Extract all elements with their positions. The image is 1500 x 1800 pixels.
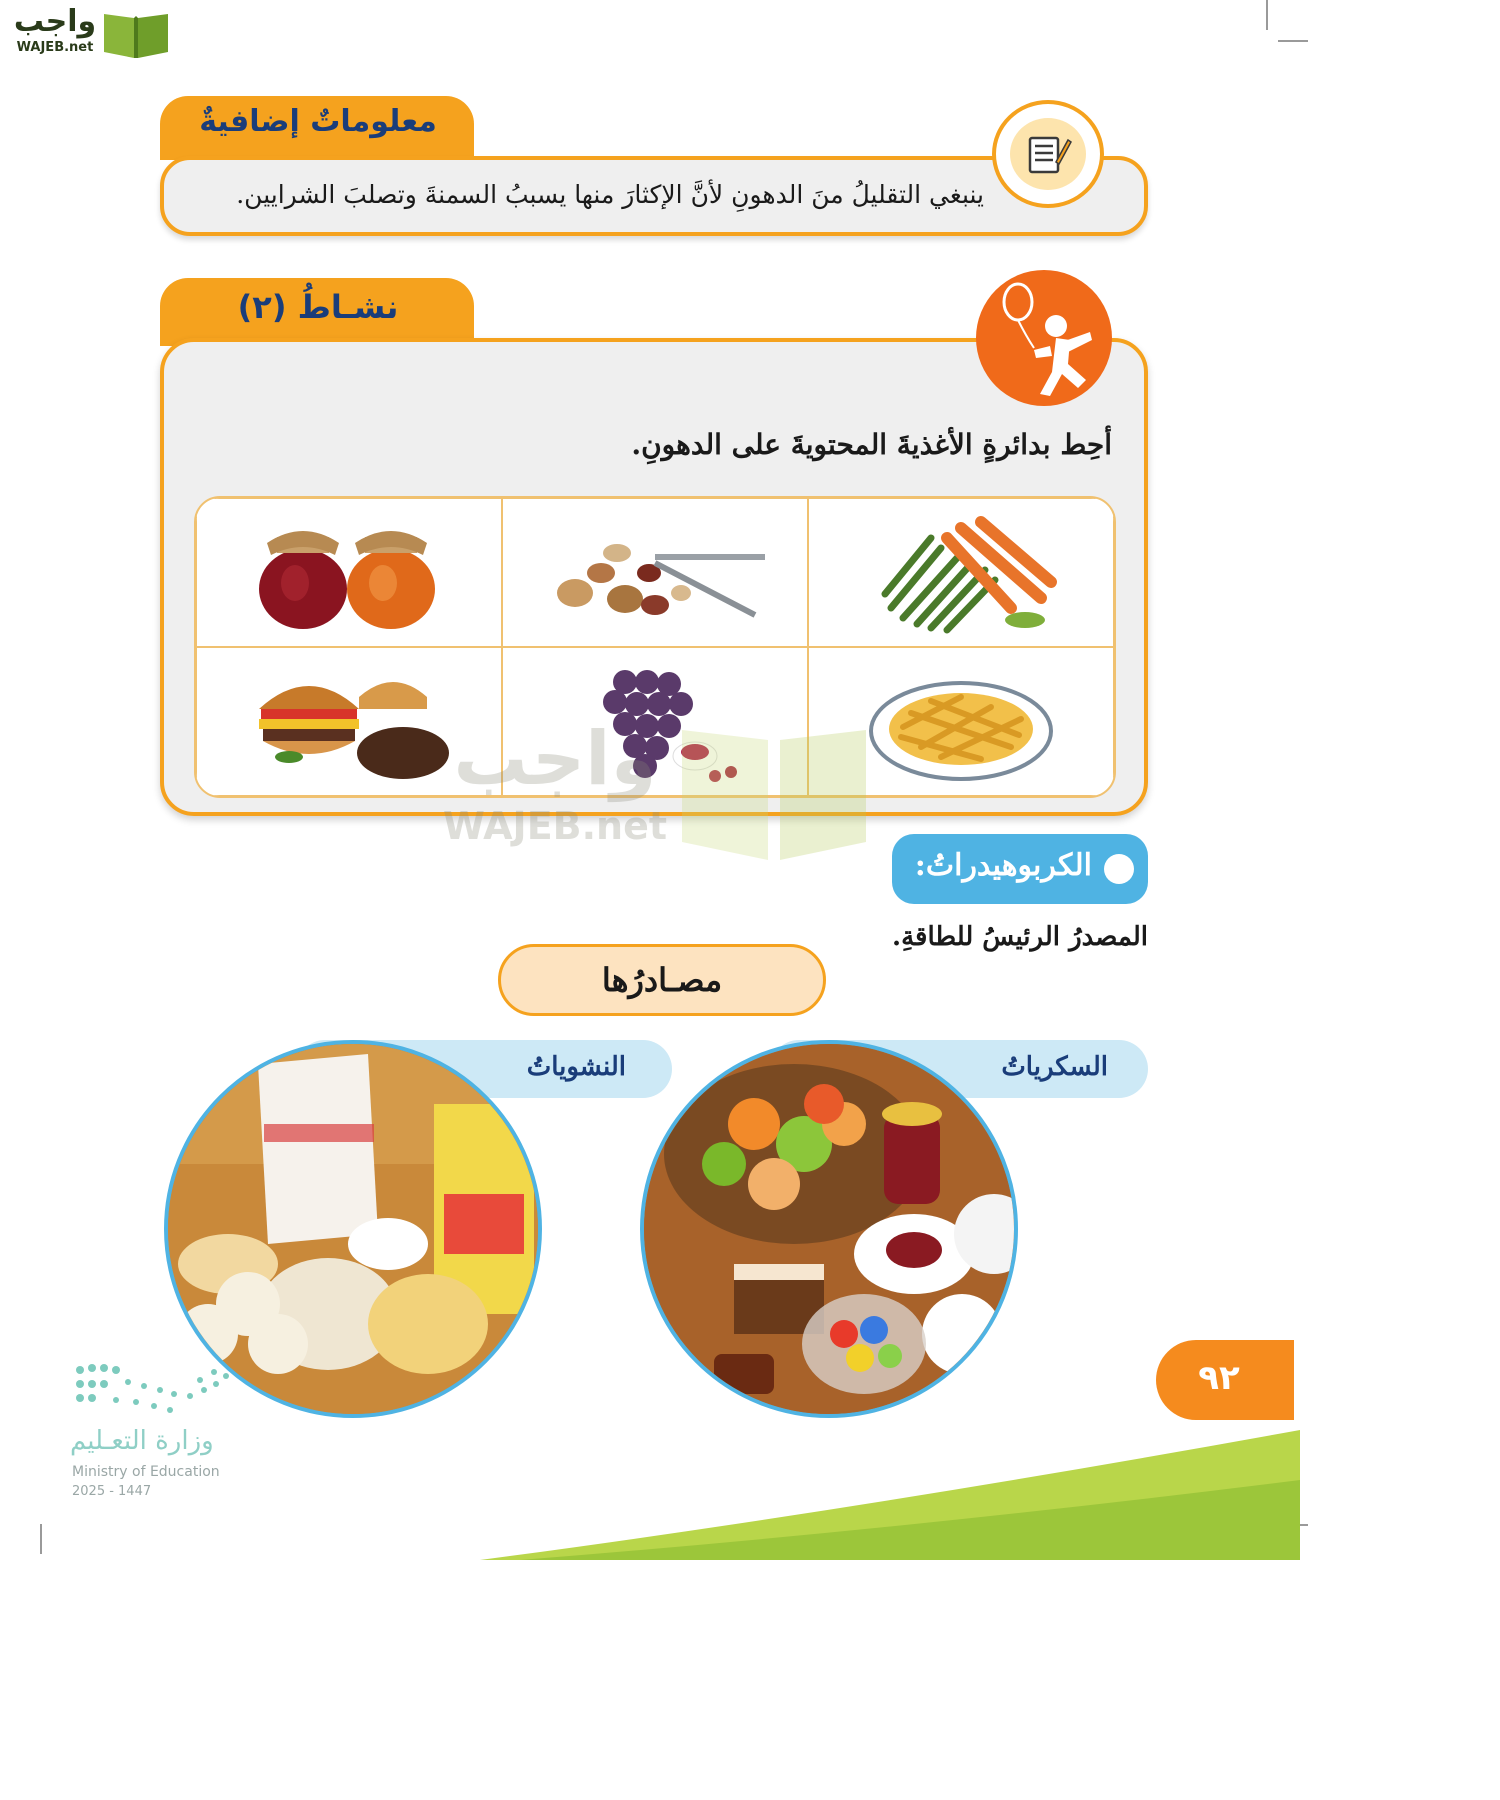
vegetables-image [861, 508, 1061, 638]
watermark-book-icon [676, 710, 872, 860]
food-cell-jam[interactable] [196, 498, 502, 647]
ministry-english: Ministry of Education [72, 1464, 220, 1480]
food-cell-vegetables[interactable] [808, 498, 1114, 647]
info-box-title: معلوماتٌ إضافيةٌ [199, 104, 437, 139]
ministry-dots-icon [74, 1360, 234, 1416]
food-cell-nuts[interactable] [502, 498, 808, 647]
jam-jars-image [239, 513, 459, 633]
burger-image [239, 657, 459, 787]
sugars-image [644, 1044, 1018, 1418]
sugars-label: السكرياتُ [1001, 1052, 1108, 1082]
watermark-arabic: واجب [453, 716, 657, 802]
info-box-text: ينبغي التقليلُ منَ الدهونِ لأنَّ الإكثارَ منها يسببُ السمنةَ وتصلبَ الشرايين. [236, 180, 984, 209]
activity-tab [160, 278, 474, 346]
ministry-arabic: وزارة التعـليم [70, 1426, 214, 1456]
info-box-tab [160, 96, 474, 160]
ministry-year: 2025 - 1447 [72, 1484, 152, 1499]
page-number-tab [1156, 1340, 1294, 1420]
green-wave-decoration [480, 1420, 1300, 1560]
sources-label: مصـادرُها [601, 961, 723, 999]
activity-title: نشـاطُ (٢) [237, 288, 399, 326]
activity-instruction: أحِط بدائرةٍ الأغذيةَ المحتويةَ على الدهونِ. [631, 428, 1112, 461]
carbs-heading: الكربوهيدراتُ: [914, 848, 1092, 883]
watermark-latin: WAJEB.net [442, 804, 668, 848]
ministry-logo [70, 1360, 250, 1510]
page-number: ٩٢ [1198, 1358, 1240, 1398]
logo-latin: WAJEB.net [16, 40, 94, 55]
info-icon-circle [992, 100, 1104, 208]
watermark [440, 710, 870, 860]
crop-mark [1266, 0, 1268, 30]
activity-icon-circle [976, 270, 1112, 406]
starches-label: النشوياتُ [526, 1052, 626, 1082]
wajeb-logo[interactable] [8, 4, 168, 60]
bullet-dot [1104, 854, 1134, 884]
crop-mark [1278, 40, 1308, 42]
logo-arabic: واجب [13, 4, 97, 39]
nuts-image [535, 513, 775, 633]
book-logo-icon [100, 6, 172, 60]
crop-mark [40, 1524, 42, 1554]
child-balloon-icon [986, 276, 1106, 400]
notepad-icon [1026, 132, 1072, 176]
fries-image [861, 657, 1061, 787]
carbs-heading-pill [892, 834, 1148, 904]
sources-pill [498, 944, 826, 1016]
sugars-photo [640, 1040, 1018, 1418]
carbs-definition: المصدرُ الرئيسُ للطاقةِ. [892, 922, 1148, 952]
